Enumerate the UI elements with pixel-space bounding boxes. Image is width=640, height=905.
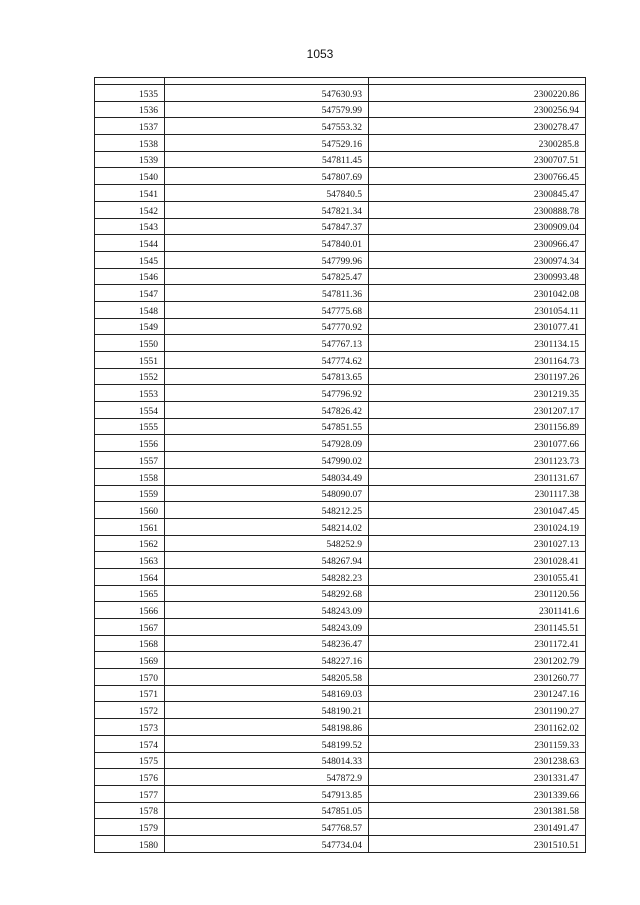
y-coordinate-cell: 2300707.51 — [369, 151, 586, 168]
x-coordinate-cell: 548034.49 — [165, 468, 369, 485]
y-coordinate-cell: 2301042.08 — [369, 285, 586, 302]
x-coordinate-cell: 547990.02 — [165, 452, 369, 469]
point-number-cell: 1580 — [95, 835, 165, 852]
page-number: 1053 — [306, 47, 334, 61]
table-row — [95, 385, 586, 402]
y-coordinate-cell: 2301162.02 — [369, 719, 586, 736]
y-coordinate-cell: 2300888.78 — [369, 201, 586, 218]
y-coordinate-cell: 2301131.67 — [369, 468, 586, 485]
y-coordinate-cell: 2301077.41 — [369, 318, 586, 335]
point-number-cell: 1574 — [95, 735, 165, 752]
table-row — [95, 168, 586, 185]
x-coordinate-cell: 548227.16 — [165, 652, 369, 669]
y-coordinate-cell: 2301141.6 — [369, 602, 586, 619]
point-number-cell: 1569 — [95, 652, 165, 669]
y-coordinate-cell: 2301156.89 — [369, 418, 586, 435]
x-coordinate-cell: 547811.45 — [165, 151, 369, 168]
x-coordinate-cell: 548282.23 — [165, 568, 369, 585]
x-coordinate-cell: 547811.36 — [165, 285, 369, 302]
table-row — [95, 185, 586, 202]
table-row — [95, 418, 586, 435]
x-coordinate-cell: 547767.13 — [165, 335, 369, 352]
table-row — [95, 552, 586, 569]
point-number-cell: 1546 — [95, 268, 165, 285]
point-number-cell: 1573 — [95, 719, 165, 736]
table-row — [95, 402, 586, 419]
table-row — [95, 652, 586, 669]
y-coordinate-cell: 2301123.73 — [369, 452, 586, 469]
point-number-cell: 1558 — [95, 468, 165, 485]
coordinates-table-body — [95, 78, 586, 853]
point-number-cell: 1552 — [95, 368, 165, 385]
x-coordinate-cell: 548212.25 — [165, 502, 369, 519]
x-coordinate-cell: 547529.16 — [165, 135, 369, 152]
y-coordinate-cell: 2301238.63 — [369, 752, 586, 769]
table-row — [95, 235, 586, 252]
y-coordinate-cell: 2300285.8 — [369, 135, 586, 152]
y-coordinate-cell: 2300220.86 — [369, 85, 586, 102]
table-row — [95, 719, 586, 736]
point-number-cell: 1566 — [95, 602, 165, 619]
table-row — [95, 802, 586, 819]
x-coordinate-cell: 547840.5 — [165, 185, 369, 202]
y-coordinate-cell: 2300845.47 — [369, 185, 586, 202]
point-number-cell: 1551 — [95, 352, 165, 369]
y-coordinate-cell: 2300966.47 — [369, 235, 586, 252]
table-row — [95, 685, 586, 702]
y-coordinate-cell: 2301047.45 — [369, 502, 586, 519]
table-row — [95, 485, 586, 502]
y-coordinate-cell: 2301024.19 — [369, 518, 586, 535]
point-number-cell: 1555 — [95, 418, 165, 435]
x-coordinate-cell: 547775.68 — [165, 301, 369, 318]
point-number-cell: 1548 — [95, 301, 165, 318]
y-coordinate-cell: 2301202.79 — [369, 652, 586, 669]
x-coordinate-cell: 547799.96 — [165, 251, 369, 268]
table-row — [95, 752, 586, 769]
table-row — [95, 118, 586, 135]
y-coordinate-cell: 2301055.41 — [369, 568, 586, 585]
table-row — [95, 452, 586, 469]
y-coordinate-cell: 2301172.41 — [369, 635, 586, 652]
y-coordinate-cell: 2301145.51 — [369, 619, 586, 636]
table-row — [95, 518, 586, 535]
x-coordinate-cell: 548205.58 — [165, 669, 369, 686]
point-number-cell: 1562 — [95, 535, 165, 552]
point-number-cell: 1563 — [95, 552, 165, 569]
x-coordinate-cell: 548198.86 — [165, 719, 369, 736]
point-number-cell: 1539 — [95, 151, 165, 168]
table-row — [95, 151, 586, 168]
point-number-cell: 1545 — [95, 251, 165, 268]
point-number-cell: 1575 — [95, 752, 165, 769]
table-row — [95, 335, 586, 352]
point-number-cell: 1570 — [95, 669, 165, 686]
y-coordinate-cell: 2301510.51 — [369, 835, 586, 852]
y-coordinate-cell: 2301117.38 — [369, 485, 586, 502]
point-number-cell: 1544 — [95, 235, 165, 252]
x-coordinate-cell: 548292.68 — [165, 585, 369, 602]
point-number-cell: 1535 — [95, 85, 165, 102]
y-coordinate-cell: 2301219.35 — [369, 385, 586, 402]
point-number-cell: 1549 — [95, 318, 165, 335]
point-number-cell: 1568 — [95, 635, 165, 652]
point-number-cell: 1541 — [95, 185, 165, 202]
point-number-cell: 1572 — [95, 702, 165, 719]
table-row — [95, 602, 586, 619]
x-coordinate-cell: 548252.9 — [165, 535, 369, 552]
table-row — [95, 251, 586, 268]
x-coordinate-cell: 548190.21 — [165, 702, 369, 719]
point-number-cell: 1553 — [95, 385, 165, 402]
x-coordinate-cell: 548243.09 — [165, 619, 369, 636]
y-coordinate-cell: 2301207.17 — [369, 402, 586, 419]
table-row — [95, 635, 586, 652]
x-coordinate-cell: 547821.34 — [165, 201, 369, 218]
point-number-cell: 1560 — [95, 502, 165, 519]
table-row — [95, 819, 586, 836]
x-coordinate-cell: 547770.92 — [165, 318, 369, 335]
table-row — [95, 568, 586, 585]
y-coordinate-cell: 2301120.56 — [369, 585, 586, 602]
table-row — [95, 301, 586, 318]
point-number-cell: 1547 — [95, 285, 165, 302]
x-coordinate-cell: 547847.37 — [165, 218, 369, 235]
x-coordinate-cell: 547826.42 — [165, 402, 369, 419]
point-number-cell: 1579 — [95, 819, 165, 836]
table-row — [95, 352, 586, 369]
table-row — [95, 285, 586, 302]
point-number-cell: 1564 — [95, 568, 165, 585]
y-coordinate-cell: 2301491.47 — [369, 819, 586, 836]
table-row — [95, 585, 586, 602]
point-number-cell: 1567 — [95, 619, 165, 636]
x-coordinate-cell: 547813.65 — [165, 368, 369, 385]
point-number-cell: 1550 — [95, 335, 165, 352]
y-coordinate-cell: 2301381.58 — [369, 802, 586, 819]
x-coordinate-cell: 547851.05 — [165, 802, 369, 819]
x-coordinate-cell: 547928.09 — [165, 435, 369, 452]
y-coordinate-cell: 2300909.04 — [369, 218, 586, 235]
x-coordinate-cell: 547913.85 — [165, 785, 369, 802]
y-coordinate-cell: 2300278.47 — [369, 118, 586, 135]
x-coordinate-cell: 547825.47 — [165, 268, 369, 285]
x-coordinate-cell: 547774.62 — [165, 352, 369, 369]
y-coordinate-cell: 2300974.34 — [369, 251, 586, 268]
y-coordinate-cell: 2301159.33 — [369, 735, 586, 752]
y-coordinate-cell: 2301027.13 — [369, 535, 586, 552]
point-number-cell: 1577 — [95, 785, 165, 802]
y-coordinate-cell: 2301260.77 — [369, 669, 586, 686]
y-coordinate-cell: 2301190.27 — [369, 702, 586, 719]
y-coordinate-cell: 2301339.66 — [369, 785, 586, 802]
point-number-cell: 1536 — [95, 101, 165, 118]
y-coordinate-cell: 2300766.45 — [369, 168, 586, 185]
x-coordinate-cell: 547840.01 — [165, 235, 369, 252]
x-coordinate-cell: 548243.09 — [165, 602, 369, 619]
point-number-cell: 1538 — [95, 135, 165, 152]
point-number-cell: 1571 — [95, 685, 165, 702]
table-row — [95, 835, 586, 852]
x-coordinate-cell: 548014.33 — [165, 752, 369, 769]
point-number-cell: 1537 — [95, 118, 165, 135]
table-row — [95, 135, 586, 152]
y-coordinate-cell: 2300256.94 — [369, 101, 586, 118]
y-coordinate-cell: 2301164.73 — [369, 352, 586, 369]
x-coordinate-cell: 548169.03 — [165, 685, 369, 702]
point-number-cell: 1557 — [95, 452, 165, 469]
y-coordinate-cell: 2301077.66 — [369, 435, 586, 452]
table-row — [95, 101, 586, 118]
y-coordinate-cell: 2300993.48 — [369, 268, 586, 285]
table-top-spacer-row — [95, 78, 586, 85]
point-number-cell: 1578 — [95, 802, 165, 819]
x-coordinate-cell: 548090.07 — [165, 485, 369, 502]
x-coordinate-cell: 547768.57 — [165, 819, 369, 836]
table-row — [95, 468, 586, 485]
x-coordinate-cell: 547851.55 — [165, 418, 369, 435]
table-row — [95, 619, 586, 636]
point-number-cell: 1559 — [95, 485, 165, 502]
table-row — [95, 201, 586, 218]
x-coordinate-cell: 547807.69 — [165, 168, 369, 185]
table-row — [95, 368, 586, 385]
point-number-cell: 1540 — [95, 168, 165, 185]
point-number-cell: 1554 — [95, 402, 165, 419]
point-number-cell: 1542 — [95, 201, 165, 218]
x-coordinate-cell: 547734.04 — [165, 835, 369, 852]
x-coordinate-cell: 547553.32 — [165, 118, 369, 135]
x-coordinate-cell: 548199.52 — [165, 735, 369, 752]
point-number-cell: 1565 — [95, 585, 165, 602]
table-row — [95, 85, 586, 102]
coordinates-table — [94, 77, 586, 853]
x-coordinate-cell: 548214.02 — [165, 518, 369, 535]
y-coordinate-cell: 2301197.26 — [369, 368, 586, 385]
y-coordinate-cell: 2301028.41 — [369, 552, 586, 569]
y-coordinate-cell: 2301134.15 — [369, 335, 586, 352]
table-row — [95, 268, 586, 285]
table-row — [95, 702, 586, 719]
y-coordinate-cell: 2301331.47 — [369, 769, 586, 786]
table-row — [95, 435, 586, 452]
y-coordinate-cell: 2301247.16 — [369, 685, 586, 702]
point-number-cell: 1556 — [95, 435, 165, 452]
x-coordinate-cell: 548236.47 — [165, 635, 369, 652]
table-row — [95, 669, 586, 686]
table-row — [95, 502, 586, 519]
x-coordinate-cell: 548267.94 — [165, 552, 369, 569]
table-row — [95, 735, 586, 752]
table-row — [95, 535, 586, 552]
table-row — [95, 785, 586, 802]
x-coordinate-cell: 547579.99 — [165, 101, 369, 118]
point-number-cell: 1576 — [95, 769, 165, 786]
point-number-cell: 1561 — [95, 518, 165, 535]
x-coordinate-cell: 547796.92 — [165, 385, 369, 402]
y-coordinate-cell: 2301054.11 — [369, 301, 586, 318]
x-coordinate-cell: 547630.93 — [165, 85, 369, 102]
table-row — [95, 218, 586, 235]
point-number-cell: 1543 — [95, 218, 165, 235]
x-coordinate-cell: 547872.9 — [165, 769, 369, 786]
table-row — [95, 769, 586, 786]
table-row — [95, 318, 586, 335]
